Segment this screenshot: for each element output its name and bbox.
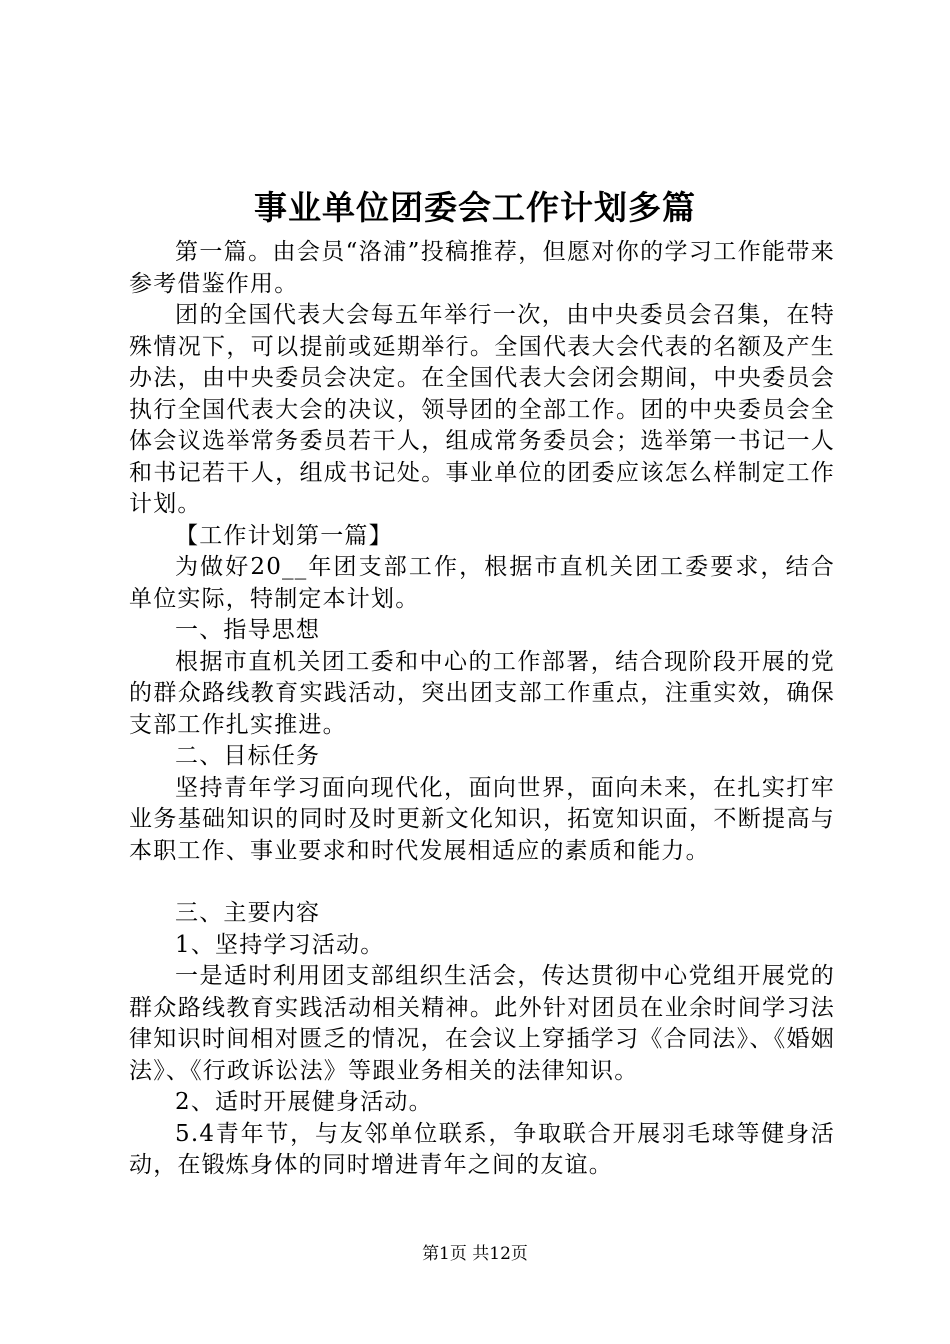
section-heading-goals: 二、目标任务 — [175, 743, 321, 769]
paragraph-guiding-thought: 根据市直机关团工委和中心的工作部署，结合现阶段开展的党的群众路线教育实践活动，突出团支部工作重点，注重实效，确保支部工作扎实推进。 — [129, 648, 835, 738]
paragraph-plan-purpose: 为做好20__年团支部工作，根据市直机关团工委要求，结合单位实际，特制定本计划。 — [129, 554, 835, 612]
section-heading-main-content: 三、主要内容 — [175, 900, 321, 926]
paragraph-goals: 坚持青年学习面向现代化，面向世界，面向未来，在扎实打牢业务基础知识的同时及时更新文化知识，拓宽知识面，不断提高与本职工作、事业要求和时代发展相适应的素质和能力。 — [129, 774, 835, 864]
document-title: 事业单位团委会工作计划多篇 — [254, 188, 696, 227]
paragraph-intro: 第一篇。由会员“洛浦”投稿推荐，但愿对你的学习工作能带来参考借鉴作用。 — [129, 239, 835, 297]
paragraph-fitness-activities: 5.4青年节，与友邻单位联系，争取联合开展羽毛球等健身活动，在锻炼身体的同时增进青年之间的友谊。 — [129, 1120, 835, 1178]
subheading-fitness-activities: 2、适时开展健身活动。 — [175, 1089, 433, 1115]
section-heading-plan-one: 【工作计划第一篇】 — [175, 522, 393, 549]
section-heading-guiding-thought: 一、指导思想 — [175, 617, 321, 643]
document-body — [129, 237, 835, 1182]
subheading-study-activities: 1、坚持学习活动。 — [175, 931, 385, 958]
page-number-footer: 第1页 共12页 — [422, 1244, 528, 1264]
paragraph-study-activities: 一是适时利用团支部组织生活会，传达贯彻中心党组开展党的群众路线教育实践活动相关精神。此外针对团员在业余时间学习法律知识时间相对匮乏的情况，在会议上穿插学习《合同法》、《婚姻法》、《行政诉讼法》等跟业务相关的法律知识。 — [129, 963, 835, 1084]
paragraph-congress: 团的全国代表大会每五年举行一次，由中央委员会召集，在特殊情况下，可以提前或延期举行。全国代表大会代表的名额及产生办法，由中央委员会决定。在全国代表大会闭会期间，中央委员会执行全国代表大会的决议，领导团的全部工作。团的中央委员会全体会议选举常务委员若干人，组成常务委员会；选举第一书记一人和书记若干人，组成书记处。事业单位的团委应该怎么样制定工作计划。 — [129, 302, 835, 517]
